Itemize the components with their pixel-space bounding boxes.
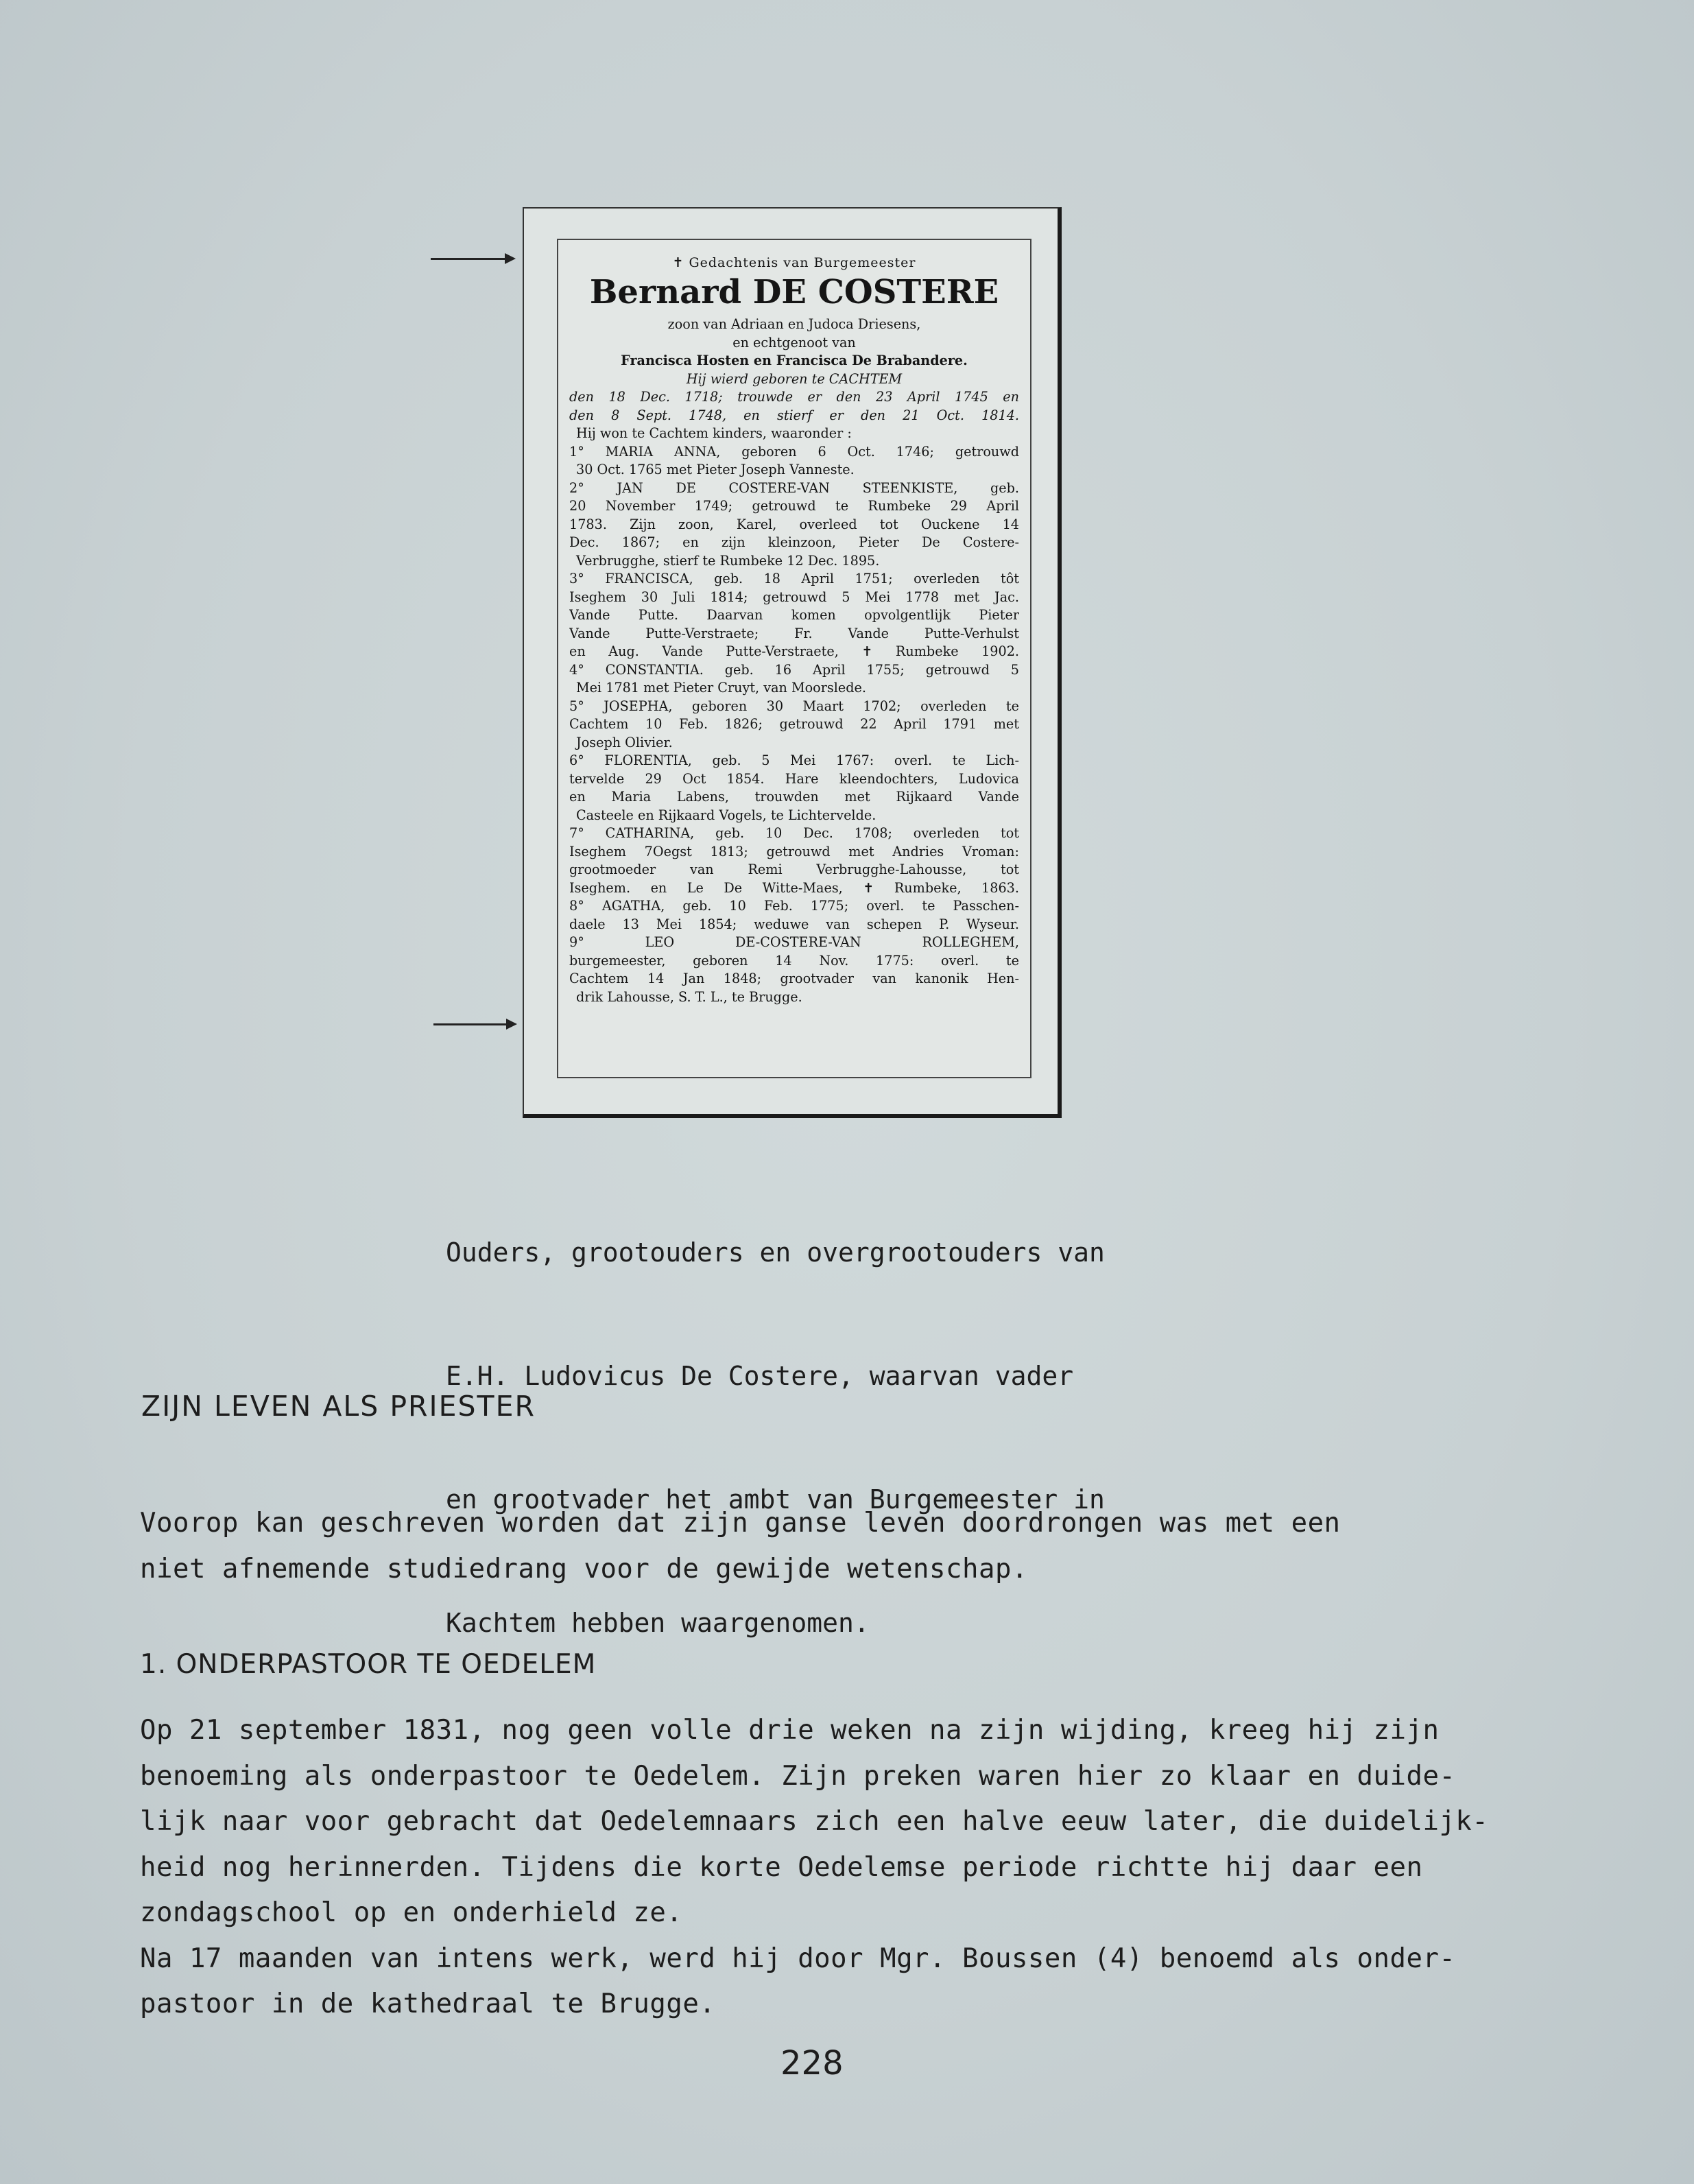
text-line: Voorop kan geschreven worden dat zijn ganse leven doordrongen was met een <box>140 1508 1341 1539</box>
text-line: niet afnemende studiedrang voor de gewijde wetenschap. <box>140 1553 1028 1584</box>
section-heading: ZIJN LEVEN ALS PRIESTER <box>141 1390 536 1423</box>
text-line: Na 17 maanden van intens werk, werd hij door Mgr. Boussen (4) benoemd als onder- <box>140 1943 1456 1974</box>
sub-heading: 1. ONDERPASTOOR TE OEDELEM <box>140 1649 597 1680</box>
arrow-top-marker <box>431 258 513 260</box>
card-line: Iseghem 7Oegst 1813; getrouwd met Andries Vroman: <box>569 843 1019 859</box>
card-line: 4° CONSTANTIA. geb. 16 April 1755; getrouwd 5 <box>569 661 1019 678</box>
card-line: Hij wierd geboren te CACHTEM <box>686 370 903 387</box>
card-name: Bernard DE COSTERE <box>589 273 999 311</box>
caption-line: Kachtem hebben waargenomen. <box>446 1608 870 1638</box>
body-paragraph <box>140 1708 1566 2028</box>
card-line: 7° CATHARINA, geb. 10 Dec. 1708; overleden tot <box>569 825 1019 841</box>
text-line: lijk naar voor gebracht dat Oedelemnaars zich een halve eeuw later, die duidelijk- <box>140 1806 1489 1837</box>
card-body <box>569 316 1019 1006</box>
card-line: den 8 Sept. 1748, en stierf er den 21 Oct. 1814. <box>569 407 1019 423</box>
card-line: zoon van Adriaan en Judoca Driesens, <box>667 316 921 332</box>
card-line: tervelde 29 Oct 1854. Hare kleendochters, Ludovica <box>569 770 1019 787</box>
card-line: 20 November 1749; getrouwd te Rumbeke 29 April <box>569 498 1019 514</box>
intro-paragraph <box>140 1501 1566 1592</box>
card-line: 1° MARIA ANNA, geboren 6 Oct. 1746; getrouwd <box>569 443 1019 460</box>
card-line: en echtgenoot van <box>732 334 856 351</box>
caption-line: Ouders, grootouders en overgrootouders van <box>446 1237 1105 1268</box>
card-line: Iseghem. en Le De Witte-Maes, ✝ Rumbeke, 1863. <box>569 879 1019 896</box>
card-line: daele 13 Mei 1854; weduwe van schepen P. Wyseur. <box>569 916 1019 932</box>
card-line: burgemeester, geboren 14 Nov. 1775: overl. te <box>569 952 1019 969</box>
memorial-card-frame <box>557 239 1031 1078</box>
card-line: Vande Putte-Verstraete; Fr. Vande Putte-Verhulst <box>569 625 1019 641</box>
card-line: 30 Oct. 1765 met Pieter Joseph Vanneste. <box>576 462 855 477</box>
card-line: 3° FRANCISCA, geb. 18 April 1751; overleden tôt <box>569 571 1019 586</box>
card-line: Iseghem 30 Juli 1814; getrouwd 5 Mei 1778 met Jac. <box>569 589 1019 605</box>
text-line: Op 21 september 1831, nog geen volle drie weken na zijn wijding, kreeg hij zijn <box>140 1715 1440 1746</box>
text-line: zondagschool op en onderhield ze. <box>140 1897 683 1928</box>
card-line: drik Lahousse, S. T. L., te Brugge. <box>576 988 802 1005</box>
card-line: 5° JOSEPHA, geboren 30 Maart 1702; overleden te <box>569 698 1019 714</box>
card-header: ✝ Gedachtenis van Burgemeester <box>672 255 916 270</box>
memorial-card <box>523 207 1062 1118</box>
card-line: Hij won te Cachtem kinders, waaronder : <box>576 425 852 441</box>
card-line: Vande Putte. Daarvan komen opvolgentlijk Pieter <box>569 607 1019 623</box>
caption-line: E.H. Ludovicus De Costere, waarvan vader <box>446 1361 1074 1391</box>
card-line: Mei 1781 met Pieter Cruyt, van Moorslede. <box>576 680 866 696</box>
figure-caption <box>446 1150 1200 1685</box>
card-line: Dec. 1867; en zijn kleinzoon, Pieter De Costere- <box>569 534 1019 550</box>
card-line: Francisca Hosten en Francisca De Brabandere. <box>621 353 968 368</box>
page-number: 228 <box>780 2044 844 2082</box>
card-line: 8° AGATHA, geb. 10 Feb. 1775; overl. te Passchen- <box>569 898 1019 914</box>
card-line: 9° LEO DE-COSTERE-VAN ROLLEGHEM, <box>569 934 1019 950</box>
card-line: den 18 Dec. 1718; trouwde er den 23 April 1745 en <box>569 389 1019 405</box>
card-line: en Maria Labens, trouwden met Rijkaard Vande <box>569 789 1019 805</box>
card-line: 1783. Zijn zoon, Karel, overleed tot Ouckene 14 <box>569 516 1019 532</box>
arrow-bottom-marker <box>433 1023 514 1025</box>
card-line: grootmoeder van Remi Verbrugghe-Lahousse, tot <box>569 862 1019 877</box>
text-line: heid nog herinnerden. Tijdens die korte Oedelemse periode richtte hij daar een <box>140 1851 1423 1883</box>
card-line: Cachtem 10 Feb. 1826; getrouwd 22 April 1791 met <box>569 716 1019 732</box>
card-line: Verbrugghe, stierf te Rumbeke 12 Dec. 1895. <box>576 552 880 569</box>
card-line: Casteele en Rijkaard Vogels, te Lichtervelde. <box>576 807 876 823</box>
card-line: en Aug. Vande Putte-Verstraete, ✝ Rumbeke 1902. <box>569 643 1019 659</box>
card-line: Joseph Olivier. <box>576 734 673 750</box>
card-line: Cachtem 14 Jan 1848; grootvader van kanonik Hen- <box>569 971 1019 986</box>
card-line: 6° FLORENTIA, geb. 5 Mei 1767: overl. te Lich- <box>569 752 1019 768</box>
text-line: benoeming als onderpastoor te Oedelem. Zijn preken waren hier zo klaar en duide- <box>140 1760 1456 1792</box>
card-line: 2° JAN DE COSTERE-VAN STEENKISTE, geb. <box>569 479 1019 496</box>
text-line: pastoor in de kathedraal te Brugge. <box>140 1989 716 2019</box>
caption-line: en grootvader het ambt van Burgemeester in <box>446 1484 1105 1515</box>
